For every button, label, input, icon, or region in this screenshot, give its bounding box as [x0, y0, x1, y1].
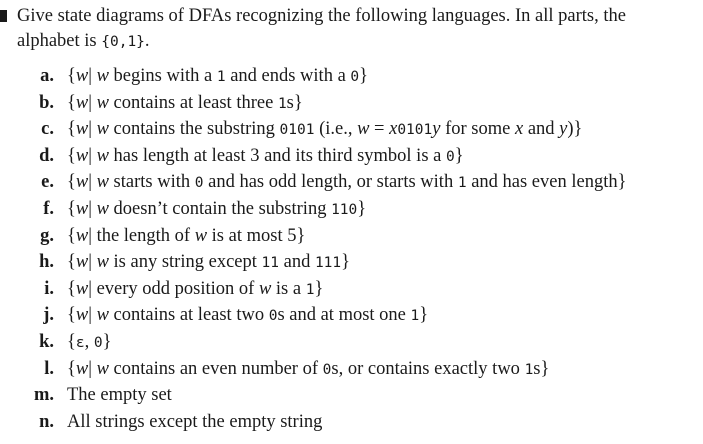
list-item	[0, 276, 703, 303]
list-item	[0, 143, 703, 170]
list-item	[0, 356, 703, 383]
item-label: c.	[41, 119, 54, 140]
item-text: {w| w contains at least three 1s}	[67, 92, 303, 113]
item-label: a.	[40, 66, 54, 86]
item-label: l.	[44, 358, 54, 379]
item-text: {w| w contains at least two 0s and at most one 1}	[67, 305, 429, 326]
exercise-bullet-marker	[0, 10, 7, 22]
list-item	[0, 169, 703, 196]
list-item	[0, 409, 703, 436]
exercise-prompt	[17, 4, 697, 55]
item-text: {w| w contains an even number of 0s, or contains exactly two 1s}	[67, 358, 550, 379]
list-item	[0, 63, 703, 90]
item-label: n.	[39, 411, 54, 432]
prompt-line-2-suffix: .	[144, 31, 150, 51]
item-text: {w| w contains the substring 0101 (i.e., w = x0101y for some x and y)}	[67, 119, 583, 140]
language-list	[0, 63, 703, 435]
list-item	[0, 90, 703, 117]
item-label: e.	[41, 172, 54, 193]
prompt-alphabet-prefix: alphabet is	[17, 31, 102, 51]
item-label: h.	[39, 252, 54, 273]
item-text: {w| w has length at least 3 and its third symbol is a 0}	[67, 145, 464, 166]
list-item	[0, 223, 703, 250]
item-label: b.	[39, 92, 54, 113]
prompt-line-2	[17, 29, 697, 55]
item-text: All strings except the empty string	[67, 411, 323, 432]
item-text: {w| w starts with 0 and has odd length, or starts with 1 and has even length}	[67, 172, 627, 193]
item-text: {w| the length of w is at most 5}	[67, 225, 306, 246]
list-item	[0, 302, 703, 329]
item-label: i.	[44, 278, 54, 299]
item-text: {w| every odd position of w is a 1}	[67, 278, 324, 299]
list-item	[0, 329, 703, 356]
list-item	[0, 196, 703, 223]
item-text: {w| w is any string except 11 and 111}	[67, 252, 351, 273]
item-label: k.	[39, 331, 54, 352]
item-label: j.	[43, 305, 54, 326]
item-label: d.	[39, 145, 54, 166]
item-text: The empty set	[67, 385, 172, 406]
item-label: g.	[40, 225, 54, 246]
list-item	[0, 116, 703, 143]
item-text: {w| w doesn’t contain the substring 110}	[67, 198, 367, 219]
list-item	[0, 249, 703, 276]
list-item	[0, 382, 703, 409]
item-label: f.	[43, 198, 54, 219]
item-label: m.	[33, 385, 54, 406]
item-text: {w| w begins with a 1 and ends with a 0}	[67, 66, 369, 86]
item-text: {ε, 0}	[67, 331, 112, 352]
alphabet-set: {0,1}	[101, 34, 145, 50]
prompt-line-1: Give state diagrams of DFAs recognizing the following languages. In all parts, the	[17, 6, 626, 26]
